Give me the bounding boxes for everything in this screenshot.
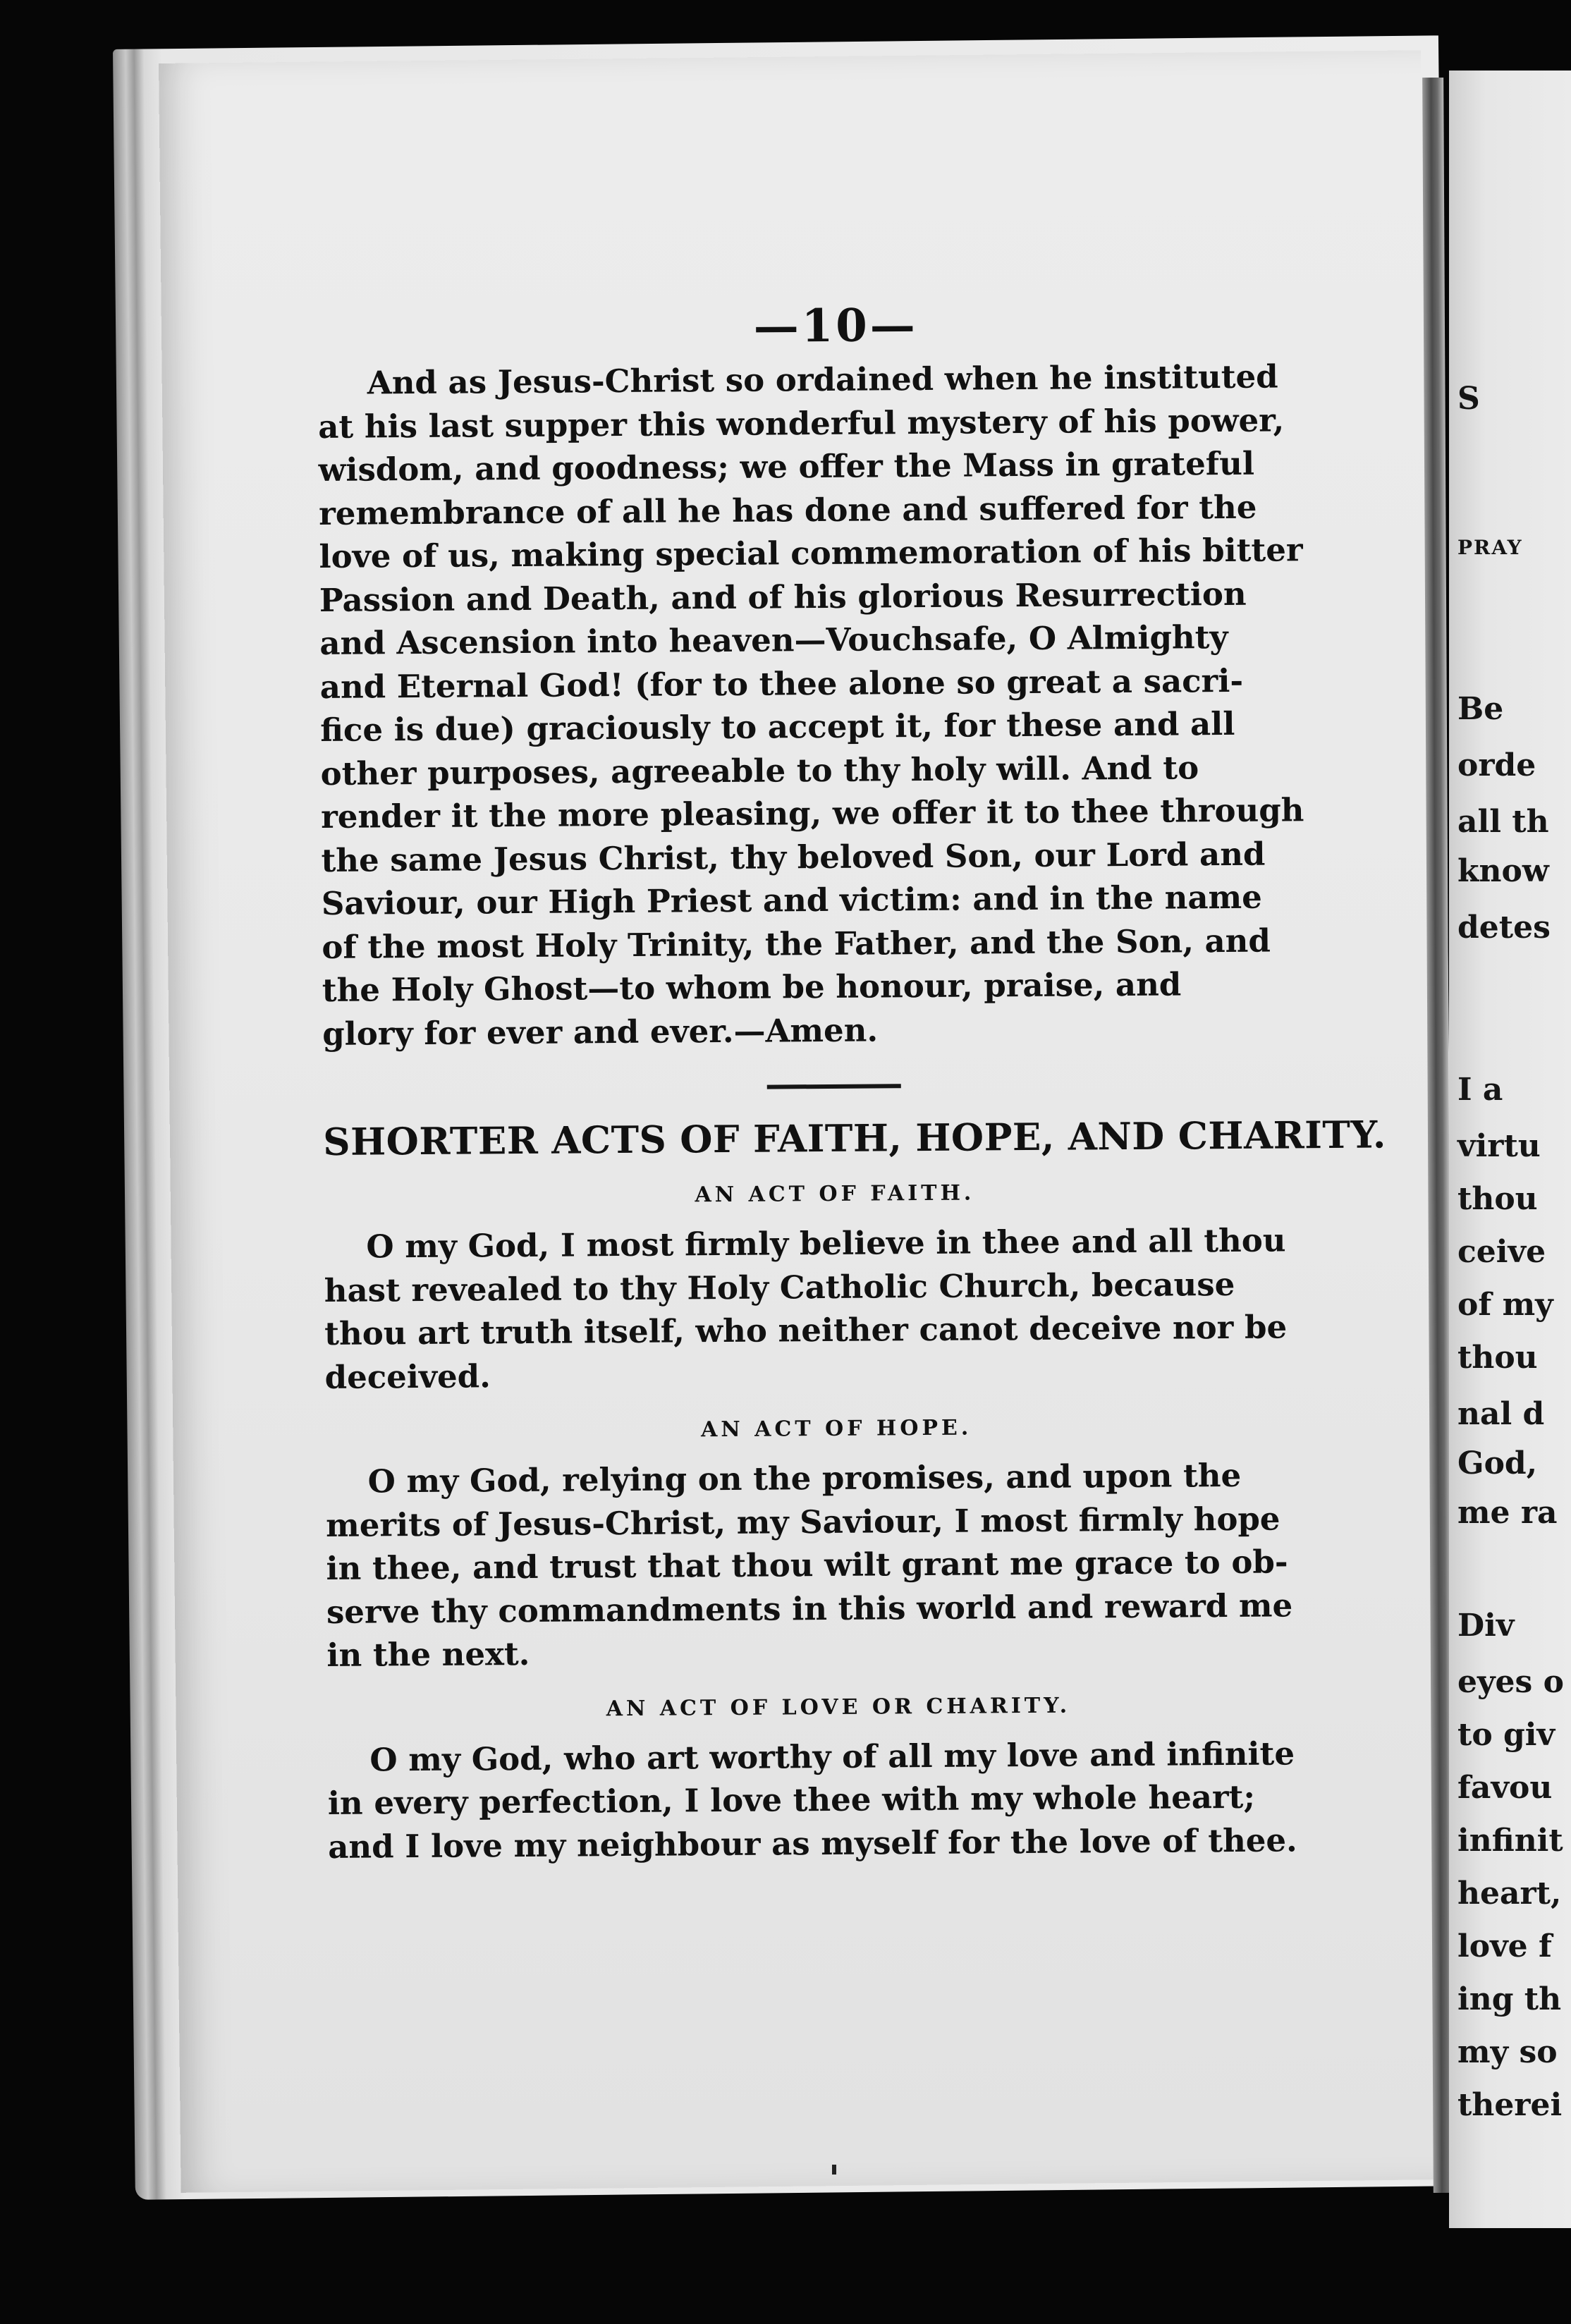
- text-line: serve thy commandments in this world and reward me: [326, 1586, 1293, 1631]
- text-line: love of us, making special commemoration of his bitter: [319, 531, 1303, 575]
- facing-page-text-fragment: nal d: [1457, 1396, 1545, 1432]
- facing-page-text-fragment: know: [1457, 853, 1549, 889]
- section-title: SHORTER ACTS OF FAITH, HOPE, AND CHARITY.: [323, 1113, 1387, 1164]
- text-line: in thee, and trust that thou wilt grant me grace to ob-: [326, 1543, 1288, 1587]
- paragraph-act-of-faith: [324, 1218, 1347, 1399]
- text-line: and I love my neighbour as myself for the love of thee.: [328, 1821, 1297, 1866]
- text-line: other purposes, agreeable to thy holy will. And to: [320, 748, 1199, 793]
- text-line: the Holy Ghost—to whom be honour, praise, and: [322, 965, 1182, 1009]
- facing-page-text-fragment: therei: [1457, 2087, 1563, 2123]
- heading-act-of-charity: AN ACT OF LOVE OR CHARITY.: [606, 1693, 1071, 1721]
- heading-act-of-faith: AN ACT OF FAITH.: [695, 1180, 975, 1208]
- facing-page-text-fragment: my so: [1457, 2034, 1558, 2070]
- facing-page-text-fragment: orde: [1457, 747, 1536, 783]
- text-line: Passion and Death, and of his glorious Resurrection: [319, 575, 1247, 619]
- text-line: at his last supper this wonderful mystery of his power,: [318, 400, 1285, 446]
- facing-page-text-fragment: love f: [1457, 1928, 1552, 1964]
- text-line: glory for ever and ever.—Amen.: [322, 1010, 879, 1053]
- text-line: in every perfection, I love thee with my whole heart;: [327, 1778, 1256, 1822]
- text-line: and Ascension into heaven—Vouchsafe, O Almighty: [319, 618, 1228, 662]
- facing-page-text-fragment: thou: [1457, 1340, 1538, 1376]
- facing-page-text-fragment: detes: [1457, 910, 1551, 946]
- facing-page-text-fragment: infinit: [1457, 1823, 1563, 1859]
- facing-page-text-fragment: favou: [1457, 1770, 1553, 1806]
- text-line: and Eternal God! (for to thee alone so great a sacri-: [319, 661, 1244, 706]
- facing-page-text-fragment: Div: [1457, 1608, 1515, 1644]
- text-line: hast revealed to thy Holy Catholic Church, because: [324, 1265, 1235, 1309]
- text-line: Saviour, our High Priest and victim: and in the name: [321, 878, 1262, 922]
- text-line: O my God, relying on the promises, and upon the: [367, 1456, 1242, 1500]
- facing-page-text-fragment: all th: [1457, 804, 1549, 840]
- facing-page-text-fragment: me ra: [1457, 1495, 1558, 1531]
- facing-page-text-fragment: eyes o: [1457, 1664, 1564, 1700]
- right-page-fragment: [1449, 71, 1571, 2228]
- facing-page-text-fragment: I a: [1457, 1072, 1503, 1108]
- text-line: fice is due) graciously to accept it, for these and all: [320, 704, 1235, 749]
- facing-page-text-fragment: PRAY: [1457, 536, 1523, 559]
- facing-page-text-fragment: ceive: [1457, 1234, 1546, 1270]
- paragraph-act-of-hope: [325, 1453, 1349, 1677]
- facing-page-text-fragment: to giv: [1457, 1717, 1555, 1753]
- section-divider: [767, 1084, 901, 1089]
- page-number: —10—: [753, 299, 919, 353]
- facing-page-text-fragment: God,: [1457, 1445, 1538, 1481]
- paragraph-act-of-charity: [327, 1731, 1350, 1869]
- text-line: O my God, I most firmly believe in thee and all thou: [366, 1221, 1286, 1266]
- text-line: remembrance of all he has done and suffered for the: [318, 488, 1257, 532]
- text-line: And as Jesus-Christ so ordained when he instituted: [367, 357, 1278, 402]
- facing-page-text-fragment: thou: [1457, 1181, 1538, 1217]
- facing-page-text-fragment: virtu: [1457, 1128, 1541, 1164]
- text-line: of the most Holy Trinity, the Father, and the Son, and: [322, 922, 1271, 966]
- text-line: the same Jesus Christ, thy beloved Son, our Lord and: [321, 835, 1266, 879]
- text-line: O my God, who art worthy of all my love and infinite: [369, 1734, 1295, 1779]
- facing-page-text-fragment: heart,: [1457, 1876, 1562, 1912]
- text-column: [317, 296, 1387, 1869]
- heading-act-of-hope: AN ACT OF HOPE.: [700, 1415, 972, 1443]
- facing-page-text-fragment: ing th: [1457, 1981, 1562, 2017]
- text-line: in the next.: [326, 1634, 530, 1674]
- text-line: merits of Jesus-Christ, my Saviour, I most firmly hope: [325, 1500, 1280, 1544]
- ink-speck: [832, 2165, 836, 2175]
- facing-page-text-fragment: of my: [1457, 1287, 1553, 1323]
- facing-page-text-fragment: Be: [1457, 691, 1504, 727]
- facing-page-text-fragment: S: [1457, 381, 1480, 417]
- text-line: thou art truth itself, who neither canot deceive nor be: [324, 1308, 1288, 1352]
- paragraph-offertory: [318, 355, 1345, 1056]
- text-line: wisdom, and goodness; we offer the Mass in grateful: [318, 444, 1255, 489]
- text-line: render it the more pleasing, we offer it to thee through: [320, 791, 1304, 836]
- text-line: deceived.: [324, 1357, 491, 1396]
